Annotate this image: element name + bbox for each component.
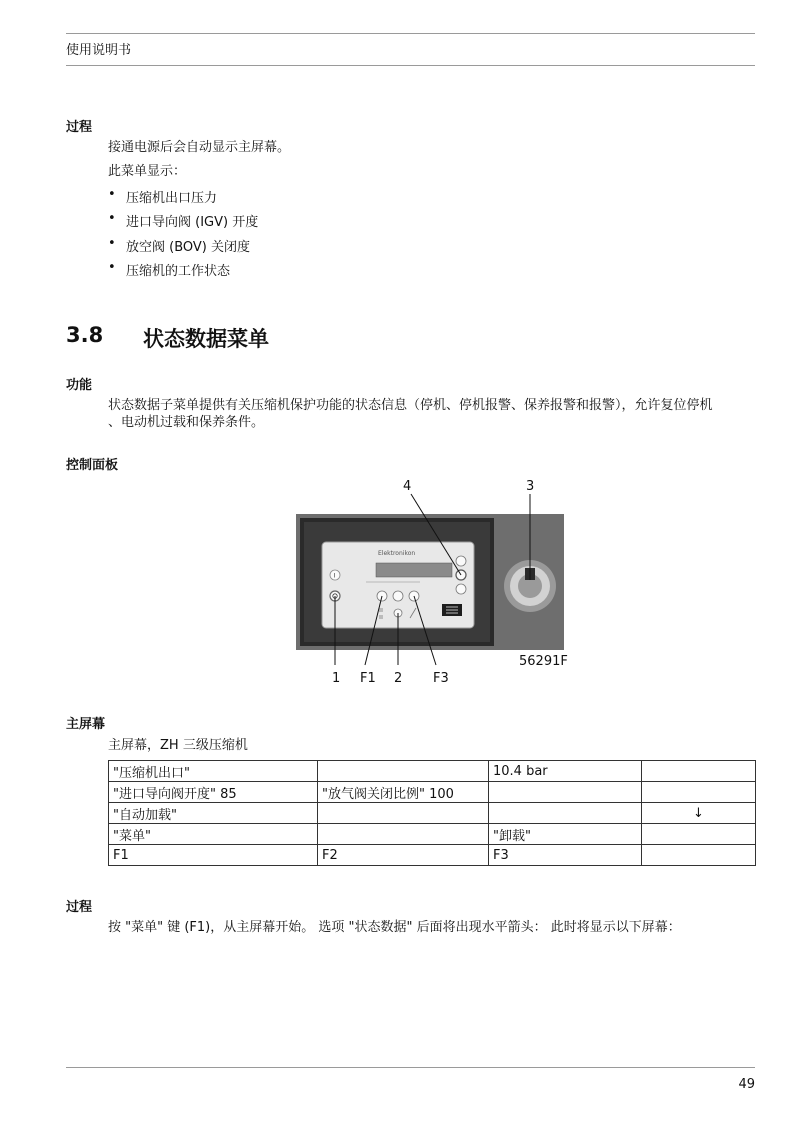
main-screen-table	[108, 760, 756, 866]
footer-rule	[66, 1067, 755, 1068]
header-bottom-rule	[66, 65, 755, 66]
bullet-dot-icon: •	[108, 236, 116, 251]
table-cell: F3	[489, 845, 642, 866]
main-screen-caption: 主屏幕，ZH 三级压缩机	[108, 738, 248, 753]
table-cell: F2	[318, 845, 489, 866]
table-cell: "放气阀关闭比例" 100	[318, 782, 489, 803]
table-cell	[318, 824, 489, 845]
main-screen-heading: 主屏幕	[66, 717, 106, 732]
table-cell: "进口导向阀开度" 85	[109, 782, 318, 803]
table-cell	[318, 761, 489, 782]
section-number: 3.8	[66, 323, 104, 347]
figure-code: 56291F	[519, 654, 568, 669]
procedure-2-line-1: 按 "菜单" 键 (F1)，从主屏幕开始。 选项 "状态数据" 后面将出现水平箭头： 此时将显示以下屏幕：	[108, 920, 681, 935]
table-row	[109, 761, 756, 782]
callout-4: 4	[403, 479, 412, 494]
table-cell: "菜单"	[109, 824, 318, 845]
bullet-dot-icon: •	[108, 211, 116, 226]
table-row	[109, 845, 756, 866]
callout-f1: F1	[360, 671, 376, 686]
table-row	[109, 824, 756, 845]
table-cell	[642, 761, 756, 782]
table-cell	[318, 803, 489, 824]
header-top-rule	[66, 33, 755, 34]
bullet-dot-icon: •	[108, 260, 116, 275]
svg-text:I: I	[333, 572, 336, 580]
table-cell	[642, 845, 756, 866]
procedure-line-2: 此菜单显示：	[108, 164, 187, 179]
table-cell	[642, 782, 756, 803]
control-panel-heading: 控制面板	[66, 458, 119, 473]
bullet-dot-icon: •	[108, 187, 116, 202]
procedure-heading: 过程	[66, 120, 93, 135]
function-line-1: 状态数据子菜单提供有关压缩机保护功能的状态信息（停机、停机报警、保养报警和报警），允许复位停机	[108, 398, 713, 413]
table-cell: "卸载"	[489, 824, 642, 845]
section-title: 状态数据菜单	[143, 327, 269, 351]
procedure-2-heading: 过程	[66, 900, 93, 915]
table-row	[109, 803, 756, 824]
brand-label: Elektronikon	[378, 550, 416, 557]
table-cell	[642, 824, 756, 845]
table-cell: "压缩机出口"	[109, 761, 318, 782]
table-row	[109, 782, 756, 803]
procedure-line-1: 接通电源后会自动显示主屏幕。	[108, 140, 291, 155]
callout-1: 1	[332, 671, 341, 686]
table-cell	[489, 803, 642, 824]
callout-3: 3	[526, 479, 535, 494]
table-cell: 10.4 bar	[489, 761, 642, 782]
table-cell: "自动加载"	[109, 803, 318, 824]
callout-f3: F3	[433, 671, 449, 686]
down-arrow-icon: ↓	[642, 803, 756, 824]
header-title: 使用说明书	[66, 43, 132, 58]
function-line-2: 、电动机过载和保养条件。	[108, 415, 265, 430]
callout-2: 2	[394, 671, 403, 686]
table-cell	[489, 782, 642, 803]
table-cell: F1	[109, 845, 318, 866]
function-heading: 功能	[66, 378, 93, 393]
page-number: 49	[738, 1077, 755, 1092]
